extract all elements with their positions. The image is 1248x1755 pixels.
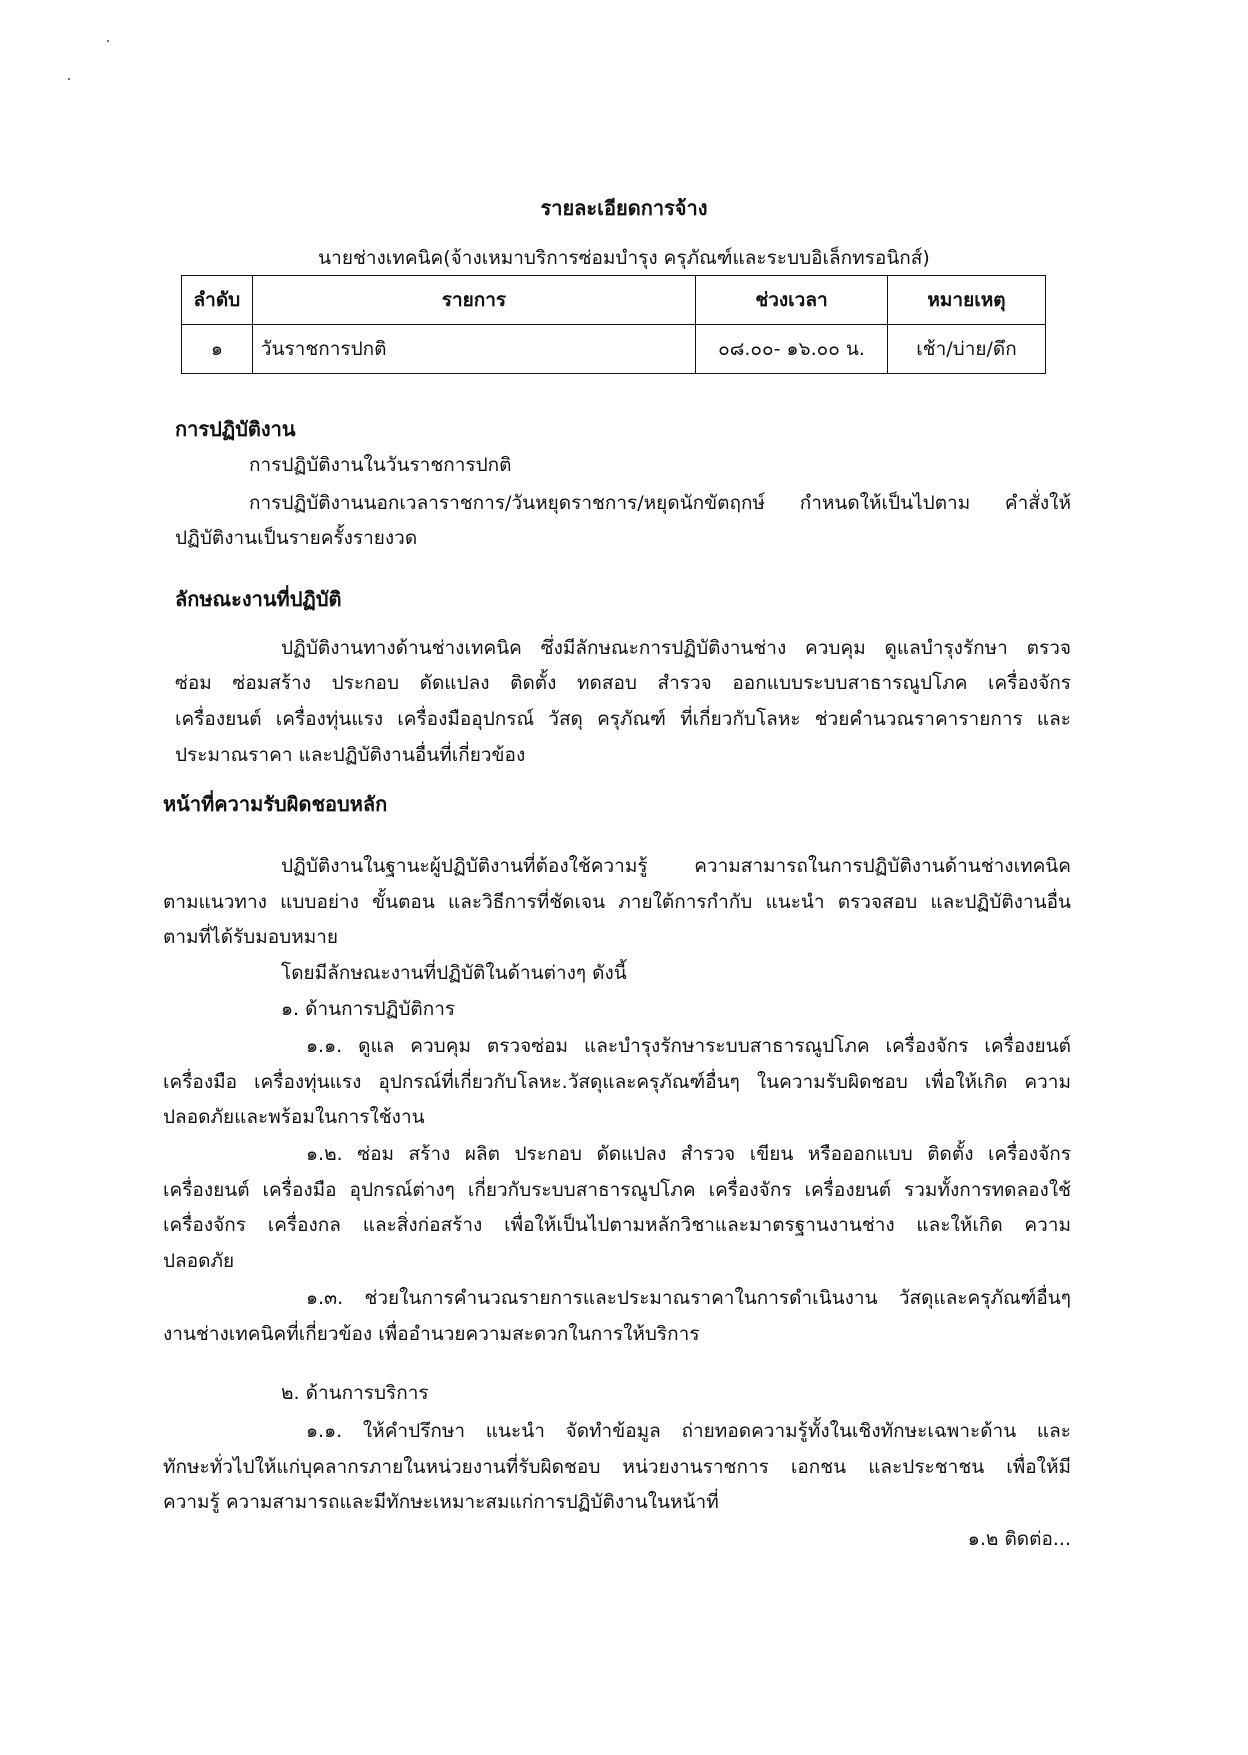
paragraph-line: เครื่องยนต์ เครื่องมือ อุปกรณ์ต่างๆ เกี่ยวกับระบบสาธารณูปโภค เครื่องจักร เครื่องยนต์ รวมทั้งการทดลองใช้ <box>163 1179 1071 1201</box>
paragraph-line: ตามแนวทาง แบบอย่าง ขั้นตอน และวิธีการที่ชัดเจน ภายใต้การกำกับ แนะนำ ตรวจสอบ และปฏิบัติงานอื่น <box>163 891 1071 913</box>
paragraph-line: ๑.๑. ให้คำปรึกษา แนะนำ จัดทำข้อมูล ถ่ายทอดความรู้ทั้งในเชิงทักษะเฉพาะด้าน และ <box>306 1420 1071 1442</box>
subsection-heading: ๑. ด้านการปฏิบัติการ <box>281 998 456 1020</box>
table-row <box>182 325 1046 374</box>
paragraph-line: ปฏิบัติงานเป็นรายครั้งรายงวด <box>175 527 418 549</box>
cell-item: วันราชการปกติ <box>252 325 695 374</box>
paragraph-line: ปฏิบัติงานทางด้านช่างเทคนิค ซึ่งมีลักษณะการปฏิบัติงานช่าง ควบคุม ดูแลบำรุงรักษา ตรวจ <box>281 637 1071 659</box>
section-heading-operation: การปฏิบัติงาน <box>175 417 296 441</box>
cell-note: เช้า/บ่าย/ดึก <box>887 325 1045 374</box>
paragraph-line: โดยมีลักษณะงานที่ปฏิบัติในด้านต่างๆ ดังนี้ <box>281 962 627 984</box>
paragraph-line: ๑.๒. ซ่อม สร้าง ผลิต ประกอบ ดัดแปลง สำรวจ เขียน หรือออกแบบ ติดตั้ง เครื่องจักร <box>306 1143 1071 1165</box>
paragraph-line: ทักษะทั่วไปให้แก่บุคลากรภายในหน่วยงานที่รับผิดชอบ หน่วยงานราชการ เอกชน และประชาชน เพื่อให้มี <box>163 1456 1071 1478</box>
paragraph-line: เครื่องยนต์ เครื่องทุ่นแรง เครื่องมืออุปกรณ์ วัสดุ ครุภัณฑ์ ที่เกี่ยวกับโลหะ ช่วยคำนวณราคารายการ และ <box>175 708 1071 730</box>
cell-no: ๑ <box>182 325 253 374</box>
paragraph-line: งานช่างเทคนิคที่เกี่ยวข้อง เพื่ออำนวยความสะดวกในการให้บริการ <box>163 1323 700 1345</box>
scan-speck <box>68 78 70 80</box>
paragraph-line: ๑.๓. ช่วยในการคำนวณรายการและประมาณราคาในการดำเนินงาน วัสดุและครุภัณฑ์อื่นๆ <box>306 1287 1071 1309</box>
schedule-table <box>181 275 1046 374</box>
header-note: หมายเหตุ <box>887 276 1045 325</box>
header-item: รายการ <box>252 276 695 325</box>
paragraph-line: ปลอดภัยและพร้อมในการใช้งาน <box>163 1106 425 1128</box>
paragraph-line: ความรู้ ความสามารถและมีทักษะเหมาะสมแก่การปฏิบัติงานในหน้าที่ <box>163 1491 719 1513</box>
paragraph-line: การปฏิบัติงานในวันราชการปกติ <box>249 454 512 476</box>
paragraph-line: ตามที่ได้รับมอบหมาย <box>163 926 339 948</box>
table-header-row <box>182 276 1046 325</box>
paragraph-line: เครื่องจักร เครื่องกล และสิ่งก่อสร้าง เพื่อให้เป็นไปตามหลักวิชาและมาตรฐานงานช่าง และให้เกิด ความ <box>163 1214 1071 1236</box>
continuation-note: ๑.๒ ติดต่อ... <box>967 1528 1071 1550</box>
scan-speck <box>107 40 109 42</box>
paragraph-line: ประมาณราคา และปฏิบัติงานอื่นที่เกี่ยวข้อง <box>175 744 526 766</box>
document-subtitle: นายช่างเทคนิค(จ้างเหมาบริการซ่อมบำรุง ครุภัณฑ์และระบบอิเล็กทรอนิกส์) <box>318 247 930 269</box>
document-title: รายละเอียดการจ้าง <box>540 196 708 220</box>
cell-time: ๐๘.๐๐- ๑๖.๐๐ น. <box>696 325 888 374</box>
section-heading-job-nature: ลักษณะงานที่ปฏิบัติ <box>175 587 342 611</box>
paragraph-line: การปฏิบัติงานนอกเวลาราชการ/วันหยุดราชการ/หยุดนักขัตฤกษ์ กำหนดให้เป็นไปตาม คำสั่งให้ <box>249 492 1071 514</box>
paragraph-line: ปฏิบัติงานในฐานะผู้ปฏิบัติงานที่ต้องใช้ความรู้ ความสามารถในการปฏิบัติงานด้านช่างเทคนิค <box>281 855 1071 877</box>
section-heading-responsibilities: หน้าที่ความรับผิดชอบหลัก <box>163 792 388 816</box>
header-time: ช่วงเวลา <box>696 276 888 325</box>
subsection-heading: ๒. ด้านการบริการ <box>281 1382 429 1404</box>
paragraph-line: ซ่อม ซ่อมสร้าง ประกอบ ดัดแปลง ติดตั้ง ทดสอบ สำรวจ ออกแบบระบบสาธารณูปโภค เครื่องจักร <box>175 672 1071 694</box>
paragraph-line: เครื่องมือ เครื่องทุ่นแรง อุปกรณ์ที่เกี่ยวกับโลหะ.วัสดุและครุภัณฑ์อื่นๆ ในความรับผิดชอบ เพื่อให้เกิด ความ <box>163 1071 1071 1093</box>
paragraph-line: ๑.๑. ดูแล ควบคุม ตรวจซ่อม และบำรุงรักษาระบบสาธารณูปโภค เครื่องจักร เครื่องยนต์ <box>306 1035 1071 1057</box>
header-no: ลำดับ <box>182 276 253 325</box>
paragraph-line: ปลอดภัย <box>163 1250 235 1272</box>
